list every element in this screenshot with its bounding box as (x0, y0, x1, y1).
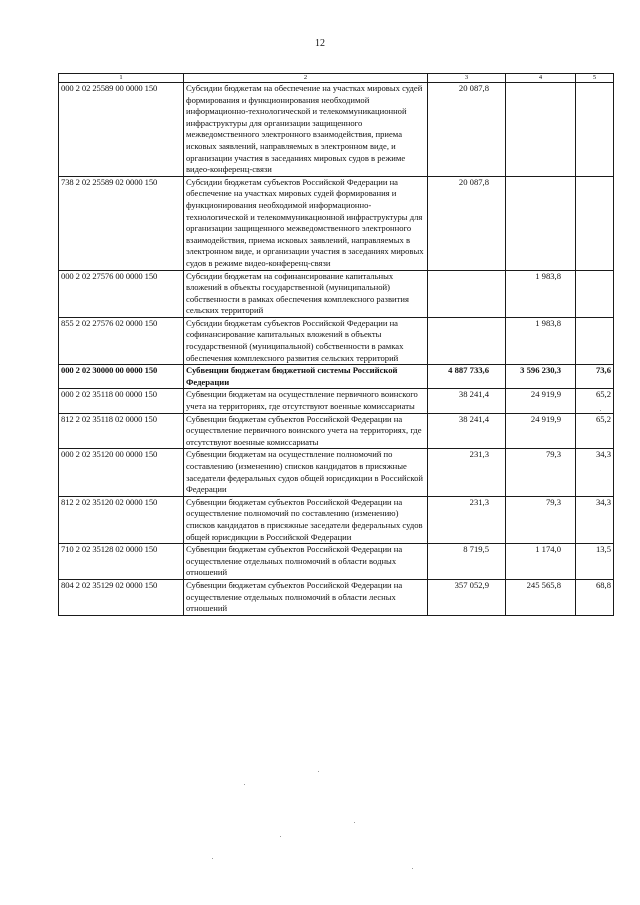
income-name: Субвенции бюджетам субъектов Российской Федерации на осуществление полномочий по составлению (изменению) списков кандидатов в присяжные заседатели федеральных судов общей юрисдикции в Российской Федерации (184, 496, 428, 543)
fact-value (506, 176, 576, 270)
percent-value (576, 317, 614, 364)
column-header-fact: 4 (506, 74, 576, 83)
income-name: Субсидии бюджетам на обеспечение на участках мировых судей формирования и функционирования необходимой информационно-технологической и телекоммуникационной инфраструктуры для организации защищенного межведомственного электронного взаимодействия, приема исковых заявлений, направляемых в электронном виде, и организации участия в заседаниях мировых судов в режиме видео-конференц-связи (184, 83, 428, 177)
budget-code: 000 2 02 25589 00 0000 150 (59, 83, 184, 177)
table-row (59, 449, 614, 496)
plan-value: 8 719,5 (428, 544, 506, 580)
percent-value: 13,5 (576, 544, 614, 580)
percent-value: 34,3 (576, 496, 614, 543)
plan-value: 20 087,8 (428, 176, 506, 270)
plan-value: 231,3 (428, 449, 506, 496)
fact-value: 24 919,9 (506, 389, 576, 413)
income-name: Субсидии бюджетам на софинансирование капитальных вложений в объекты государственной (муниципальной) собственности в рамках обеспечения комплексного развития сельских территорий (184, 270, 428, 317)
budget-code: 000 2 02 27576 00 0000 150 (59, 270, 184, 317)
budget-code: 000 2 02 35120 00 0000 150 (59, 449, 184, 496)
percent-value (576, 270, 614, 317)
budget-code: 812 2 02 35120 02 0000 150 (59, 496, 184, 543)
scan-speck (318, 771, 319, 772)
scan-speck (354, 822, 355, 823)
plan-value: 231,3 (428, 496, 506, 543)
scan-speck (412, 868, 413, 869)
scan-speck (600, 410, 601, 411)
scan-speck (244, 784, 245, 785)
table-row (59, 496, 614, 543)
fact-value: 79,3 (506, 449, 576, 496)
fact-value: 1 983,8 (506, 317, 576, 364)
plan-value: 4 887 733,6 (428, 365, 506, 389)
plan-value (428, 317, 506, 364)
table-row-total (59, 365, 614, 389)
plan-value: 38 241,4 (428, 413, 506, 449)
fact-value: 245 565,8 (506, 579, 576, 615)
table-row (59, 317, 614, 364)
plan-value: 357 052,9 (428, 579, 506, 615)
fact-value: 1 174,0 (506, 544, 576, 580)
table-row (59, 389, 614, 413)
budget-code: 738 2 02 25589 02 0000 150 (59, 176, 184, 270)
percent-value: 68,8 (576, 579, 614, 615)
income-name: Субвенции бюджетам субъектов Российской Федерации на осуществление отдельных полномочий в области лесных отношений (184, 579, 428, 615)
plan-value (428, 270, 506, 317)
column-header-percent: 5 (576, 74, 614, 83)
income-name: Субсидии бюджетам субъектов Российской Федерации на софинансирование капитальных вложений в объекты государственной (муниципальной) собственности в рамках обеспечения комплексного развития сельских территорий (184, 317, 428, 364)
page-number: 12 (315, 38, 325, 49)
column-header-name: 2 (184, 74, 428, 83)
scan-speck (280, 836, 281, 837)
budget-code: 812 2 02 35118 02 0000 150 (59, 413, 184, 449)
fact-value (506, 83, 576, 177)
income-name: Субвенции бюджетам на осуществление первичного воинского учета на территориях, где отсутствуют военные комиссариаты (184, 389, 428, 413)
percent-value: 65,2 (576, 389, 614, 413)
fact-value: 1 983,8 (506, 270, 576, 317)
table-row (59, 544, 614, 580)
percent-value: 73,6 (576, 365, 614, 389)
percent-value (576, 83, 614, 177)
plan-value: 38 241,4 (428, 389, 506, 413)
budget-code: 000 2 02 35118 00 0000 150 (59, 389, 184, 413)
column-header-code: 1 (59, 74, 184, 83)
budget-table (58, 73, 614, 616)
fact-value: 24 919,9 (506, 413, 576, 449)
fact-value: 3 596 230,3 (506, 365, 576, 389)
percent-value: 34,3 (576, 449, 614, 496)
table-row (59, 83, 614, 177)
income-name: Субсидии бюджетам субъектов Российской Федерации на обеспечение на участках мировых судей формирования и функционирования необходимой информационно-технологической и телекоммуникационной инфраструктуры для организации защищенного межведомственного электронного взаимодействия, приема исковых заявлений, направляемых в электронном виде, и организации участия в заседаниях мировых судов в режиме видео-конференц-связи (184, 176, 428, 270)
income-name: Субвенции бюджетам бюджетной системы Российской Федерации (184, 365, 428, 389)
percent-value (576, 176, 614, 270)
percent-value: 65,2 (576, 413, 614, 449)
budget-code: 855 2 02 27576 02 0000 150 (59, 317, 184, 364)
fact-value: 79,3 (506, 496, 576, 543)
column-header-plan: 3 (428, 74, 506, 83)
table-row (59, 270, 614, 317)
budget-code: 804 2 02 35129 02 0000 150 (59, 579, 184, 615)
scan-speck (212, 858, 213, 859)
table-row (59, 413, 614, 449)
income-name: Субвенции бюджетам на осуществление полномочий по составлению (изменению) списков кандидатов в присяжные заседатели федеральных судов общей юрисдикции в Российской Федерации (184, 449, 428, 496)
plan-value: 20 087,8 (428, 83, 506, 177)
table-row (59, 176, 614, 270)
budget-code: 000 2 02 30000 00 0000 150 (59, 365, 184, 389)
income-name: Субвенции бюджетам субъектов Российской Федерации на осуществление первичного воинского учета на территориях, где отсутствуют военные комиссариаты (184, 413, 428, 449)
column-number-row (59, 74, 614, 83)
income-name: Субвенции бюджетам субъектов Российской Федерации на осуществление отдельных полномочий в области водных отношений (184, 544, 428, 580)
table-row (59, 579, 614, 615)
budget-code: 710 2 02 35128 02 0000 150 (59, 544, 184, 580)
